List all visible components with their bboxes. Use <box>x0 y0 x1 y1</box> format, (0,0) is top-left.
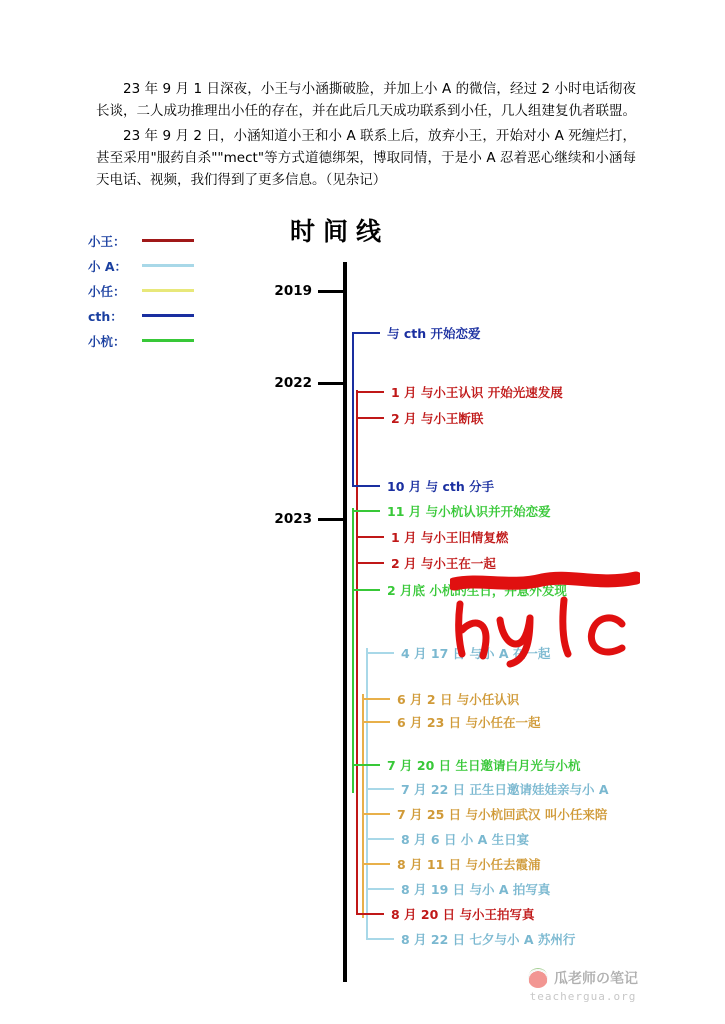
event-label: 10 月 与 cth 分手 <box>387 479 495 494</box>
timeline-event <box>362 714 541 730</box>
event-connector <box>356 562 384 564</box>
legend-label: 小 A： <box>88 258 128 274</box>
watermelon-icon <box>528 968 548 988</box>
event-label: 8 月 20 日 与小王拍写真 <box>391 907 535 922</box>
timeline-event <box>366 831 529 847</box>
event-label: 6 月 2 日 与小任认识 <box>397 692 520 707</box>
event-label: 与 cth 开始恋爱 <box>387 326 481 341</box>
event-label: 8 月 22 日 七夕与小 A 苏州行 <box>401 932 576 947</box>
year-label-2023: 2023 <box>274 511 312 527</box>
intro-paragraph-1: 23 年 9 月 1 日深夜，小王与小涵撕破脸，并加上小 A 的微信，经过 2 小时电话彻夜长谈，二人成功推理出小任的存在，并在此后几天成功联系到小任，几人组建复仇者联盟。 <box>96 81 636 120</box>
event-label: 6 月 23 日 与小任在一起 <box>397 715 541 730</box>
timeline-event <box>352 503 551 519</box>
timeline-event <box>366 931 575 947</box>
timeline-event <box>362 691 519 707</box>
legend-swatch-xiaoa <box>142 264 194 267</box>
intro-paragraph-2: 23 年 9 月 2 日，小涵知道小王和小 A 联系上后，放弃小王，开始对小 A 死缠烂打，甚至采用"服药自杀""mect"等方式道德绑架，博取同情，于是小 A 忍着恶心继续和小涵每天电话、视频，我们得到了更多信息。（见杂记） <box>96 127 636 189</box>
watermark-url: teachergua.org <box>529 990 637 1003</box>
event-label: 2 月底 小杭的生日，并意外发现 <box>387 583 567 598</box>
event-label: 4 月 17 日 与小 A 在一起 <box>401 646 551 661</box>
timeline-event <box>356 384 563 400</box>
event-connector <box>362 698 390 700</box>
event-connector <box>356 536 384 538</box>
legend-label: 小任： <box>88 283 126 299</box>
rail-xiaoa <box>366 648 368 938</box>
timeline-event <box>366 881 550 897</box>
legend-item-xiaoa <box>88 253 268 278</box>
timeline-event <box>352 582 567 598</box>
event-label: 1 月 与小王旧情复燃 <box>391 530 509 545</box>
legend-item-xiaoren <box>88 278 268 303</box>
page-title: 时间线 <box>290 217 390 246</box>
watermark <box>528 968 638 1003</box>
event-connector <box>352 764 380 766</box>
event-connector <box>352 510 380 512</box>
event-connector <box>366 652 394 654</box>
timeline-event <box>366 645 550 661</box>
year-label-2019: 2019 <box>274 283 312 299</box>
timeline-event <box>356 410 483 426</box>
legend-label: 小王： <box>88 233 126 249</box>
event-connector <box>356 913 384 915</box>
event-connector <box>366 788 394 790</box>
event-label: 7 月 25 日 与小杭回武汉 叫小任来陪 <box>397 807 608 822</box>
event-connector <box>362 863 390 865</box>
rail-xiaohang <box>352 508 354 793</box>
legend-item-xiaohang <box>88 328 268 353</box>
event-label: 8 月 19 日 与小 A 拍写真 <box>401 882 551 897</box>
timeline-event <box>362 806 607 822</box>
event-connector <box>356 417 384 419</box>
timeline-event <box>356 906 535 922</box>
event-connector <box>352 332 380 334</box>
legend-swatch-cth <box>142 314 194 317</box>
year-label-2022: 2022 <box>274 375 312 391</box>
event-connector <box>356 391 384 393</box>
legend-swatch-xiaowang <box>142 239 194 242</box>
event-connector <box>352 485 380 487</box>
event-label: 7 月 20 日 生日邀请白月光与小杭 <box>387 758 581 773</box>
event-label: 2 月 与小王在一起 <box>391 556 496 571</box>
legend <box>88 228 268 353</box>
event-label: 2 月 与小王断联 <box>391 411 484 426</box>
timeline-event <box>352 757 581 773</box>
intro-text-block <box>96 78 636 193</box>
year-tick-2019 <box>318 290 346 293</box>
year-tick-2023 <box>318 518 346 521</box>
year-tick-2022 <box>318 382 346 385</box>
legend-label: cth： <box>88 308 123 324</box>
timeline-event <box>362 856 541 872</box>
legend-item-cth <box>88 303 268 328</box>
event-label: 11 月 与小杭认识并开始恋爱 <box>387 504 551 519</box>
timeline-event <box>352 478 494 494</box>
timeline-event <box>356 555 496 571</box>
legend-swatch-xiaoren <box>142 289 194 292</box>
event-connector <box>366 938 394 940</box>
handwriting-annotation <box>450 560 640 670</box>
event-label: 1 月 与小王认识 开始光速发展 <box>391 385 563 400</box>
event-label: 8 月 6 日 小 A 生日宴 <box>401 832 530 847</box>
watermark-row <box>528 968 638 988</box>
rail-cth <box>352 333 354 485</box>
legend-label: 小杭： <box>88 333 126 349</box>
event-label: 8 月 11 日 与小任去霞浦 <box>397 857 541 872</box>
timeline-event <box>352 325 481 341</box>
event-connector <box>366 838 394 840</box>
event-connector <box>362 813 390 815</box>
legend-item-xiaowang <box>88 228 268 253</box>
rail-xiaowang <box>356 390 358 915</box>
event-connector <box>352 589 380 591</box>
event-connector <box>366 888 394 890</box>
watermark-text: 瓜老师の笔记 <box>554 971 638 987</box>
timeline-event <box>366 781 609 797</box>
timeline-axis <box>343 262 347 982</box>
timeline-event <box>356 529 508 545</box>
rail-xiaoren <box>362 694 364 918</box>
event-label: 7 月 22 日 正生日邀请娃娃亲与小 A <box>401 782 609 797</box>
legend-swatch-xiaohang <box>142 339 194 342</box>
event-connector <box>362 721 390 723</box>
